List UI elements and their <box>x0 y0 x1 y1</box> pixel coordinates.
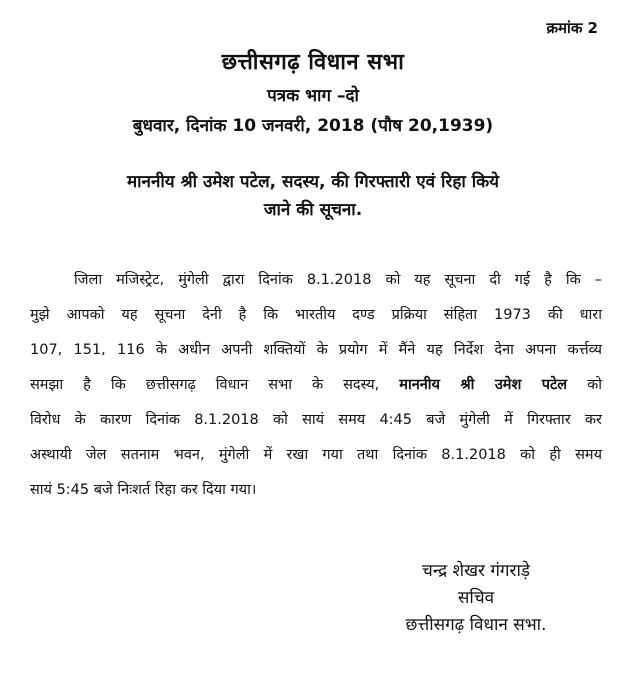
body-paragraph <box>30 263 602 508</box>
document-title: छत्तीसगढ़ विधान सभा <box>221 50 405 75</box>
subject-line-1: माननीय श्री उमेश पटेल, सदस्य, की गिरफ्तारी एवं रिहा किये <box>126 172 500 192</box>
body-line-3: 107, 151, 116 के अधीन अपनी शक्तियों के प्रयोग में मैंने यह निर्देश देना अपना कर्त्तव्य <box>30 342 602 358</box>
signatory-designation: सचिव <box>457 588 495 608</box>
document-subtitle: पत्रक भाग –दो <box>267 86 359 106</box>
member-name: माननीय श्री उमेश पटेल <box>399 377 568 393</box>
signature-block <box>366 558 586 639</box>
subject-heading <box>40 168 586 224</box>
signatory-name: चन्द्र शेखर गंगराड़े <box>422 561 530 581</box>
body-line-2: मुझे आपको यह सूचना देनी है कि भारतीय दण्ड प्रक्रिया संहिता 1973 की धारा <box>30 307 602 323</box>
subject-line-2: जाने की सूचना. <box>263 200 363 220</box>
body-line-1: जिला मजिस्ट्रेट, मुंगेली द्वारा दिनांक 8.1.2018 को यह सूचना दी गई है कि – <box>74 272 602 288</box>
signatory-office: छत्तीसगढ़ विधान सभा. <box>405 615 547 635</box>
body-line-4 <box>30 368 602 403</box>
body-line-4-post: को <box>587 377 602 393</box>
date-line: बुधवार, दिनांक 10 जनवरी, 2018 (पौष 20,1939) <box>132 116 494 136</box>
body-line-5: विरोध के कारण दिनांक 8.1.2018 को सायं समय 4:45 बजे मुंगेली में गिरफ्तार कर <box>30 412 602 428</box>
body-line-6: अस्थायी जेल सतनाम भवन, मुंगेली में रखा गया तथा दिनांक 8.1.2018 को ही समय <box>30 447 602 463</box>
body-line-4-pre: समझा है कि छत्तीसगढ़ विधान सभा के सदस्य, <box>30 377 380 393</box>
serial-number: क्रमांक 2 <box>546 19 598 37</box>
body-line-7: सायं 5:45 बजे निःशर्त रिहा कर दिया गया। <box>30 482 257 498</box>
